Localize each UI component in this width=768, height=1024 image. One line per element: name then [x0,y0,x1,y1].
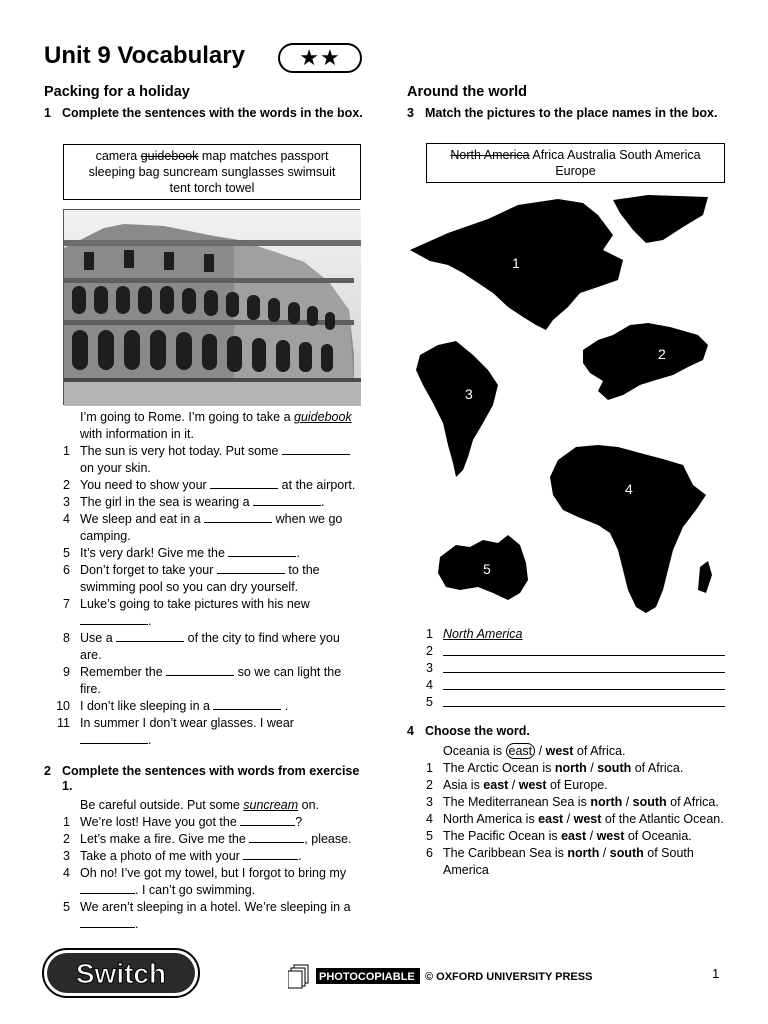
answer-blank[interactable] [253,494,321,506]
sentence-text-after: when we go camping. [80,512,343,543]
europe-shape [583,323,708,400]
exercise-number: 1 [44,106,51,120]
example-answer: guidebook [294,410,352,424]
answer-blank[interactable] [204,511,272,523]
exercise-instruction-text: Complete the sentences with the words in the box. [62,106,363,120]
choice-item: 6 The Caribbean Sea is north / south of South America [407,845,725,879]
word-box-word: South America [619,148,701,162]
svg-text:© OXFORD UNIVERSITY PRESS: © OXFORD UNIVERSITY PRESS [425,971,593,983]
choice-option-a[interactable]: east [538,812,564,826]
choice-item: 5 The Pacific Ocean is east / west of Oceania. [407,828,725,845]
exercise-1-sentences [44,409,364,749]
item-number: 1 [63,444,70,458]
sentence-item [44,848,364,865]
sentence-text-before: North America is [443,812,539,826]
word-box-word: torch [193,181,222,195]
sentence-text-before: Don’t forget to take your [80,563,217,577]
map-label-5: 5 [483,561,491,577]
sentence-text-before: You need to show your [80,478,211,492]
sentence-text-after: . [298,849,302,863]
exercise-number: 3 [407,106,414,120]
word-box-ex1 [63,144,361,200]
photocopy-icon [288,965,308,988]
word-box-word: passport [280,149,329,163]
choice-option-a[interactable]: east [561,829,587,843]
answer-blank-line[interactable] [443,689,725,690]
word-box-word: sunglasses [221,165,284,179]
item-number: 4 [63,866,70,880]
sentence-text-after: of Africa. [631,761,684,775]
answer-blank[interactable] [80,916,135,928]
word-box-word: Europe [555,164,596,178]
choice-option-b[interactable]: south [632,795,667,809]
sentence-text-before: The Pacific Ocean is [443,829,562,843]
exercise-4-example: Oceania is east / west of Africa. [443,744,626,758]
word-box-row [433,147,718,163]
word-box-word: suncream [163,165,218,179]
svg-text:Switch: Switch [75,958,167,989]
sentence-text-after: of Oceania. [624,829,692,843]
answer-blank-line[interactable] [443,655,725,656]
word-box-ex3 [426,143,725,183]
sentence-text-after: at the airport. [278,478,356,492]
sentence-text-before: Let’s make a fire. Give me the [80,832,250,846]
choice-option-b[interactable]: south [609,846,644,860]
word-box-word: sleeping bag [88,165,160,179]
word-box-row [70,180,354,196]
answer-line [407,677,725,694]
answer-blank[interactable] [282,443,350,455]
word-box-row [70,164,354,180]
answer-line [407,660,725,677]
sentence-text-after: of South America [443,846,694,877]
exercise-1-instruction [44,106,364,121]
sentence-text-before: The Arctic Ocean is [443,761,555,775]
sentence-text-after: of the Atlantic Ocean. [601,812,724,826]
answer-blank[interactable] [240,814,295,826]
choice-item: 1 The Arctic Ocean is north / south of Africa. [407,760,725,777]
sentence-item [44,545,364,562]
switch-logo [42,948,200,998]
sentence-text-before: We’re lost! Have you got the [80,815,241,829]
sentence-text-before: Oh no! I’ve got my towel, but I forgot to bring my [80,866,347,880]
sentence-item [44,494,364,511]
item-number: 5 [426,829,433,843]
word-box-word: matches [229,149,277,163]
exercise-3-answers [407,626,725,711]
word-box-word: map [201,149,227,163]
word-box-word: towel [225,181,255,195]
exercise-instruction-text: Choose the word. [425,724,530,738]
sentence-item [44,596,364,630]
sentence-text-after: so we can light the fire. [80,665,342,696]
sentence-text-before: The sun is very hot today. Put some [80,444,282,458]
sentence-item [44,899,364,933]
sentence-text-before: I don’t like sleeping in a [80,699,214,713]
exercise-2-sentences [44,797,364,933]
sentence-item [44,562,364,596]
sentence-text-after: . [135,917,139,931]
map-label-1: 1 [512,255,520,271]
sentence-item [44,443,364,477]
map-label-2: 2 [658,346,666,362]
exercise-number: 4 [407,724,414,738]
answer-line [407,626,725,643]
answer-blank[interactable] [80,613,148,625]
answer-value: North America [443,627,523,641]
sentence-text-before: Take a photo of me with your [80,849,244,863]
answer-blank[interactable] [166,664,234,676]
answer-blank[interactable] [217,562,285,574]
item-number: 9 [63,665,70,679]
item-number: 1 [63,815,70,829]
item-number: 2 [63,478,70,492]
sentence-text-after: of the city to find where you are. [80,631,340,662]
item-number: 11 [57,716,70,730]
answer-blank[interactable] [116,630,184,642]
choice-item: 2 Asia is east / west of Europe. [407,777,725,794]
choice-option-b[interactable]: south [597,761,632,775]
answer-line [407,694,725,711]
sentence-text-before: Luke’s going to take pictures with his new [80,597,310,611]
sentence-text-after: of Africa. [666,795,719,809]
exercise-3-instruction [407,106,725,121]
sentence-text-after: . [296,546,300,560]
map-label-3: 3 [465,386,473,402]
choice-item: 4 North America is east / west of the Atlantic Ocean. [407,811,725,828]
item-number: 8 [63,631,70,645]
word-box-word: camera [95,149,138,163]
item-number: 4 [426,678,433,692]
sentence-text-after: on your skin. [80,461,151,475]
answer-blank[interactable] [210,477,278,489]
item-number: 2 [426,644,433,658]
sentence-text-before: Remember the [80,665,167,679]
answer-blank[interactable] [80,882,135,894]
answer-blank[interactable] [249,831,304,843]
word-box-word: guidebook [140,149,199,163]
exercise-instruction-text: Complete the sentences with words from exercise 1. [62,764,360,793]
sentence-item [44,831,364,848]
map-label-4: 4 [625,481,633,497]
answer-blank[interactable] [243,848,298,860]
item-number: 1 [426,761,433,775]
sentence-text-before: The girl in the sea is wearing a [80,495,254,509]
word-box-word: North America [450,148,530,162]
footer-copyright [288,963,608,989]
exercise-instruction-text: Match the pictures to the place names in the box. [425,106,718,120]
choice-option-b[interactable]: west [518,778,547,792]
sentence-text-before: In summer I don’t wear glasses. I wear [80,716,294,730]
sentence-text-before: It’s very dark! Give me the [80,546,229,560]
answer-line [407,643,725,660]
sentence-text-after: to the swimming pool so you can dry yourself. [80,563,320,594]
choice-option-a[interactable]: north [567,846,600,860]
item-number: 6 [426,846,433,860]
word-box-word: tent [169,181,191,195]
item-number: 3 [426,661,433,675]
sentence-item [44,715,364,749]
svg-text:PHOTOCOPIABLE: PHOTOCOPIABLE [319,971,415,983]
word-box-word: Africa [532,148,565,162]
choice-item: 3 The Mediterranean Sea is north / south of Africa. [407,794,725,811]
word-box-word: swimsuit [287,165,336,179]
sentence-text-after: . [321,495,325,509]
answer-blank[interactable] [228,545,296,557]
answer-blank[interactable] [213,698,281,710]
exercise-number: 2 [44,764,51,778]
page-title: Unit 9 Vocabulary [44,42,245,69]
item-number: 5 [63,546,70,560]
sentence-text-before: Asia is [443,778,484,792]
continents-map [408,195,733,615]
sentence-item [44,814,364,831]
item-number: 3 [426,795,433,809]
answer-blank-line[interactable] [443,706,725,707]
sentence-text-before: We aren’t sleeping in a hotel. We’re sleeping in a [80,900,351,914]
sentence-text-before: We sleep and eat in a [80,512,205,526]
answer-blank-line[interactable] [443,672,725,673]
madagascar-shape [698,561,712,593]
word-box-row [433,163,718,179]
exercise-4-sentences [407,743,725,879]
section-heading-packing: Packing for a holiday [44,84,190,100]
sentence-text-before: Use a [80,631,117,645]
word-box-row [70,148,354,164]
sentence-text-after: of Europe. [546,778,608,792]
example-answer: suncream [243,798,299,812]
sentence-text-before: The Caribbean Sea is [443,846,568,860]
section-heading-world: Around the world [407,84,528,100]
item-number: 3 [63,495,70,509]
sentence-text-after: . [148,733,152,747]
choice-option-a[interactable]: north [590,795,623,809]
circled-answer: east [506,743,536,759]
choice-option-b[interactable]: west [573,812,602,826]
sentence-text-after: . I can’t go swimming. [135,883,256,897]
difficulty-stars: ★★ [278,43,362,73]
answer-blank[interactable] [80,732,148,744]
sentence-item [44,865,364,899]
exercise-4-instruction [407,724,725,739]
item-number: 2 [63,832,70,846]
item-number: 5 [426,695,433,709]
item-number: 1 [426,627,433,641]
item-number: 2 [426,778,433,792]
item-number: 6 [63,563,70,577]
sentence-text-after: ? [295,815,303,829]
exercise-1-example: I’m going to Rome. I’m going to take a guidebook with information in it. [80,410,352,441]
sentence-item [44,630,364,664]
choice-option-a[interactable]: east [483,778,509,792]
item-number: 4 [426,812,433,826]
sentence-item [44,477,364,494]
sentence-text-after: , please. [304,832,352,846]
item-number: 10 [56,699,70,713]
page-number: 1 [712,966,720,981]
africa-shape [550,445,706,613]
sentence-item [44,511,364,545]
choice-option-b[interactable]: west [596,829,625,843]
item-number: 4 [63,512,70,526]
sentence-text-after: . [148,614,152,628]
sentence-item [44,664,364,698]
sentence-item [44,698,364,715]
item-number: 7 [63,597,70,611]
sentence-text-before: The Mediterranean Sea is [443,795,591,809]
choice-option-a[interactable]: north [554,761,587,775]
sentence-text-after: . [281,699,289,713]
greenland-shape [613,195,708,243]
item-number: 3 [63,849,70,863]
south-america-shape [416,341,498,477]
colosseum-photo [63,209,360,405]
word-box-word: Australia [567,148,616,162]
exercise-2-instruction [44,764,364,794]
exercise-2-example: Be careful outside. Put some suncream on. [80,798,320,812]
item-number: 5 [63,900,70,914]
